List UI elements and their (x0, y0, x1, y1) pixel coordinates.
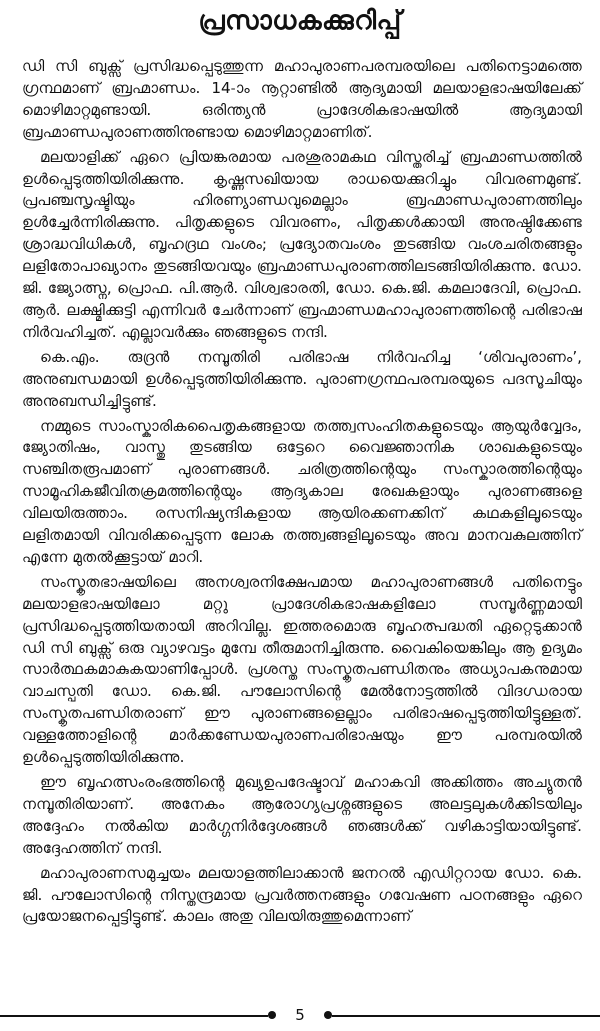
body-text (22, 56, 587, 931)
paragraph-1: ഡി സി ബുക്സ് പ്രസിദ്ധപ്പെടുത്തുന്ന മഹാപുരാണപരമ്പരയിലെ പതിനെട്ടാമത്തെ ഗ്രന്ഥമാണ് ബ്രഹ്മാണ്ഡം. 14-ാം നൂറ്റാണ്ടിൽ ആദ്യമായി മലയാളഭാഷയിലേക്ക് മൊഴിമാറ്റമുണ്ടായി. ഒരിന്ത്യൻ പ്രാദേശികഭാഷയിൽ ആദ്യമായി ബ്രഹ്മാണ്ഡപുരാണത്തിനുണ്ടായ മൊഴിമാറ്റമാണിത്. (22, 57, 587, 141)
paragraph-3: കെ.എം. രുദ്രൻ നമ്പൂതിരി പരിഭാഷ നിർവഹിച്ച ‘ശിവപുരാണം’, അനുബന്ധമായി ഉൾപ്പെടുത്തിയിരിക്കുന്നു. പുരാണഗ്രന്ഥപരമ്പരയുടെ പദസൂചിയും അനുബന്ധിച്ചിട്ടുണ്ട്. (22, 347, 587, 410)
paragraph-7: മഹാപുരാണസമുച്ചയം മലയാളത്തിലാക്കാൻ ജനറൽ എഡിറ്ററായ ഡോ. കെ. ജി. പൗലോസിന്റെ നിസ്തന്ദ്രമായ പ്രവർത്തനങ്ങളും ഗവേഷണ പഠനങ്ങളും ഏറെ പ്രയോജനപ്പെട്ടിട്ടുണ്ട്. കാലം അതു വിലയിരുത്തുമെന്നാണ് (22, 863, 587, 926)
page-title: പ്രസാധകക്കുറിപ്പ് (198, 6, 402, 36)
footer-rule-right (332, 1015, 600, 1017)
paragraph-5: സംസ്കൃതഭാഷയിലെ അനശ്വരനിക്ഷേപമായ മഹാപുരാണങ്ങൾ പതിനെട്ടും മലയാളഭാഷയിലോ മറ്റു പ്രാദേശികഭാഷകളിലോ സമ്പൂർണ്ണമായി പ്രസിദ്ധപ്പെടുത്തിയതായി അറിവില്ല. ഇത്തരമൊരു ബൃഹത്പദ്ധതി ഏറ്റെടുക്കാൻ ഡി സി ബുക്സ് ഒരു വ്യാഴവട്ടം മുമ്പേ തീരുമാനിച്ചിരുന്നു. വൈകിയെങ്കിലും ആ ഉദ്യമം സാർത്ഥകമാകുകയാണിപ്പോൾ. പ്രശസ്ത സംസ്കൃതപണ്ഡിതനും അധ്യാപകനുമായ വാചസ്പതി ഡോ. കെ.ജി. പൗലോസിന്റെ മേൽനോട്ടത്തിൽ വിദഗ്ധരായ സംസ്കൃതപണ്ഡിതരാണ് ഈ പുരാണങ്ങളെല്ലാം പരിഭാഷപ്പെടുത്തിയിട്ടുള്ളത്. വള്ളത്തോളിന്റെ മാർക്കണ്ഡേയപുരാണപരിഭാഷയും ഈ പരമ്പരയിൽ ഉൾപ്പെടുത്തിയിരിക്കുന്നു. (22, 572, 587, 767)
paragraph-4: നമ്മുടെ സാംസ്കാരികപൈതൃകങ്ങളായ തത്ത്വസംഹിതകളുടെയും ആയുർവ്വേദം, ജ്യോതിഷം, വാസ്തു തുടങ്ങിയ ഒട്ടേറെ വൈജ്ഞാനിക ശാഖകളുടെയും സഞ്ചിതരൂപമാണ് പുരാണങ്ങൾ. ചരിത്രത്തിന്റെയും സംസ്കാരത്തിന്റെയും സാമൂഹികജീവിതക്രമത്തിന്റെയും ആദ്യകാല രേഖകളായും പുരാണങ്ങളെ വിലയിരുത്താം. രസനിഷ്യന്ദികളായ ആയിരക്കണക്കിന് കഥകളിലൂടെയും ലളിതമായി വിവരിക്കപ്പെടുന്ന ലോക തത്ത്വങ്ങളിലൂടെയും അവ മാനവകുലത്തിന് എന്നേ മുതൽക്കൂട്ടായ് മാറി. (22, 416, 587, 566)
page-number: 5 (295, 1006, 305, 1024)
paragraph-2: മലയാളിക്ക് ഏറെ പ്രിയങ്കരമായ പരശുരാമകഥ വിസ്തരിച്ച് ബ്രഹ്മാണ്ഡത്തിൽ ഉൾപ്പെടുത്തിയിരിക്കുന്നു. കൃഷ്ണസഖിയായ രാധയെക്കുറിച്ചും വിവരണമുണ്ട്. പ്രപഞ്ചസൃഷ്ടിയും ഹിരണ്യാണ്ഡവുമെല്ലാം ബ്രഹ്മാണ്ഡപുരാണത്തിലും ഉൾച്ചേർന്നിരിക്കുന്നു. പിതൃക്കളുടെ വിവരണം, പിതൃക്കൾക്കായി അനുഷ്ഠിക്കേണ്ട ശ്രാദ്ധവിധികൾ, ബൃഹദ്രഥ വംശം; പ്രദ്യോതവംശം തുടങ്ങിയ വംശചരിതങ്ങളും ലളിതോപാഖ്യാനം തുടങ്ങിയവയും ബ്രഹ്മാണ്ഡപുരാണത്തിലടങ്ങിയിരിക്കുന്നു. ഡോ. ജി. ജ്യോത്സ്ന, പ്രൊഫ. പി.ആർ. വിശ്വഭാരതി, ഡോ. കെ.ജി. കമലാദേവി, പ്രൊഫ. ആർ. ലക്ഷ്മിക്കുട്ടി എന്നിവർ ചേർന്നാണ് ബ്രഹ്മാണ്ഡമഹാപുരാണത്തിന്റെ പരിഭാഷ നിർവഹിച്ചത്. എല്ലാവർക്കും ഞങ്ങളുടെ നന്ദി. (22, 147, 587, 341)
page-footer (0, 1005, 600, 1027)
paragraph-6: ഈ ബൃഹത്സംരംഭത്തിന്റെ മുഖ്യഉപദേഷ്ടാവ് മഹാകവി അക്കിത്തം അച്യുതൻ നമ്പൂതിരിയാണ്. അനേകം ആരോഗ്യപ്രശ്നങ്ങളുടെ അലട്ടലുകൾക്കിടയിലും അദ്ദേഹം നൽകിയ മാർഗ്ഗനിർദ്ദേശങ്ങൾ ഞങ്ങൾക്ക് വഴികാട്ടിയായിട്ടുണ്ട്. അദ്ദേഹത്തിന് നന്ദി. (22, 773, 587, 857)
footer-dot-right (324, 1011, 332, 1019)
